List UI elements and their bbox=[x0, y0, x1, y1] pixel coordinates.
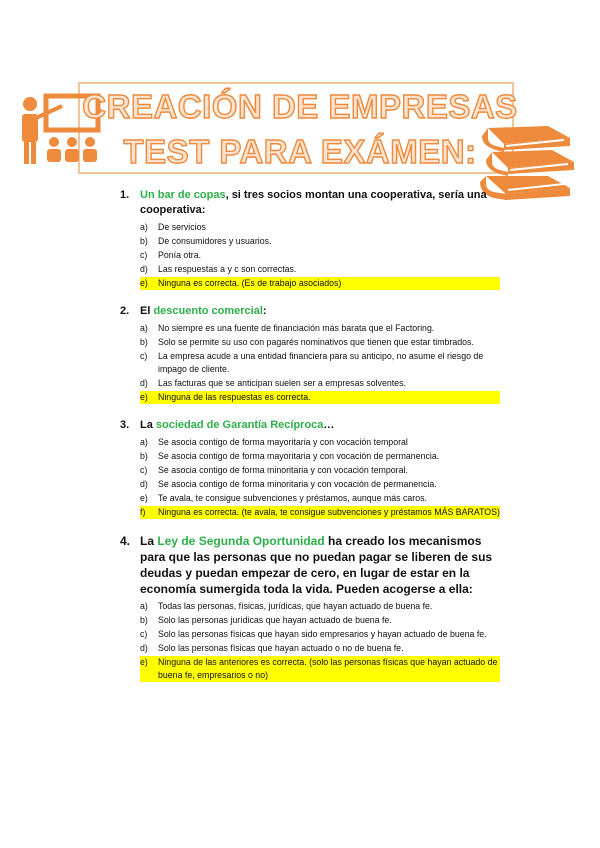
question-text: La sociedad de Garantía Recíproca… bbox=[140, 419, 335, 431]
correct-answer-option: e) Ninguna de las anteriores es correcta. (solo las personas físicas que hayan actuado de buena fe, empresarios o no) bbox=[140, 656, 500, 682]
correct-answer-option: e) Ninguna de las respuestas es correcta. bbox=[140, 391, 500, 404]
question-text: La Ley de Segunda Oportunidad ha creado los mecanismos para que las personas que no puedan pagar se liberen de sus deudas y puedan empezar de cero, en lugar de estar en la economía sumergida toda la vida. Pueden acogerse a ella: bbox=[140, 534, 493, 596]
answer-option: c) Solo las personas físicas que hayan sido empresarios y hayan actuado de buena fe. bbox=[140, 629, 487, 639]
answer-option: a) De servicios bbox=[140, 222, 206, 232]
question-list bbox=[120, 188, 500, 696]
question-number: 1. bbox=[120, 189, 130, 201]
answer-option: e) Te avala, te consigue subvenciones y préstamos, aunque más caros. bbox=[140, 493, 427, 503]
question-number: 2. bbox=[120, 305, 130, 317]
key-term: sociedad de Garantía Recíproca bbox=[155, 419, 324, 431]
answer-option: d) Se asocia contigo de forma minoritaria y con vocación de permanencia. bbox=[140, 479, 437, 489]
answer-option: b) Se asocia contigo de forma mayoritaria y con vocación de permanencia. bbox=[140, 451, 440, 461]
answer-option: a) Todas las personas, físicas, jurídicas, que hayan actuado de buena fe. bbox=[140, 601, 433, 611]
correct-answer-option: e) Ninguna es correcta. (Es de trabajo asociados) bbox=[140, 277, 500, 290]
answer-option: c) Ponía otra. bbox=[140, 250, 202, 260]
answer-option: a) No siempre es una fuente de financiación más barata que el Factoring. bbox=[140, 323, 435, 333]
answer-option: c) Se asocia contigo de forma minoritaria y con vocación temporal. bbox=[140, 465, 408, 475]
key-term: Ley de Segunda Oportunidad bbox=[157, 534, 325, 548]
question-2 bbox=[120, 304, 500, 404]
answer-option: b) De consumidores y usuarios. bbox=[140, 236, 272, 246]
question-number: 4. bbox=[120, 534, 131, 548]
page-title-line1: CREACIÓN DE EMPRESAS bbox=[82, 88, 518, 125]
answer-option: b) Solo las personas jurídicas que hayan actuado de buena fe. bbox=[140, 615, 392, 625]
key-term: descuento comercial bbox=[153, 305, 263, 317]
question-number: 3. bbox=[120, 419, 130, 431]
question-3 bbox=[120, 418, 500, 519]
question-1 bbox=[120, 188, 500, 290]
correct-answer-option: f) Ninguna es correcta. (te avala, te consigue subvenciones y préstamos MÁS BARATOS) bbox=[140, 507, 500, 517]
answer-option: d) Las respuestas a y c son correctas. bbox=[140, 264, 297, 274]
answer-option: a) Se asocia contigo de forma mayoritaria y con vocación temporal bbox=[140, 437, 408, 447]
answer-option: b) Solo se permite su uso con pagarés nominativos que tienen que estar timbrados. bbox=[140, 337, 474, 347]
page-title-line2: TEST PARA EXÁMEN: bbox=[123, 133, 477, 170]
question-text: Un bar de copas, si tres socios montan una cooperativa, sería una cooperativa: bbox=[140, 189, 487, 216]
answer-option: c) La empresa acude a una entidad financiera para su anticipo, no asume el riesgo de impago de cliente. bbox=[140, 351, 484, 374]
answer-option: d) Solo las personas físicas que hayan actuado o no de buena fe. bbox=[140, 643, 404, 653]
question-4 bbox=[120, 533, 500, 682]
question-text: El descuento comercial: bbox=[140, 305, 267, 317]
answer-option: d) Las facturas que se anticipan suelen ser a empresas solventes. bbox=[140, 378, 406, 388]
key-term: Un bar de copas bbox=[140, 189, 226, 201]
